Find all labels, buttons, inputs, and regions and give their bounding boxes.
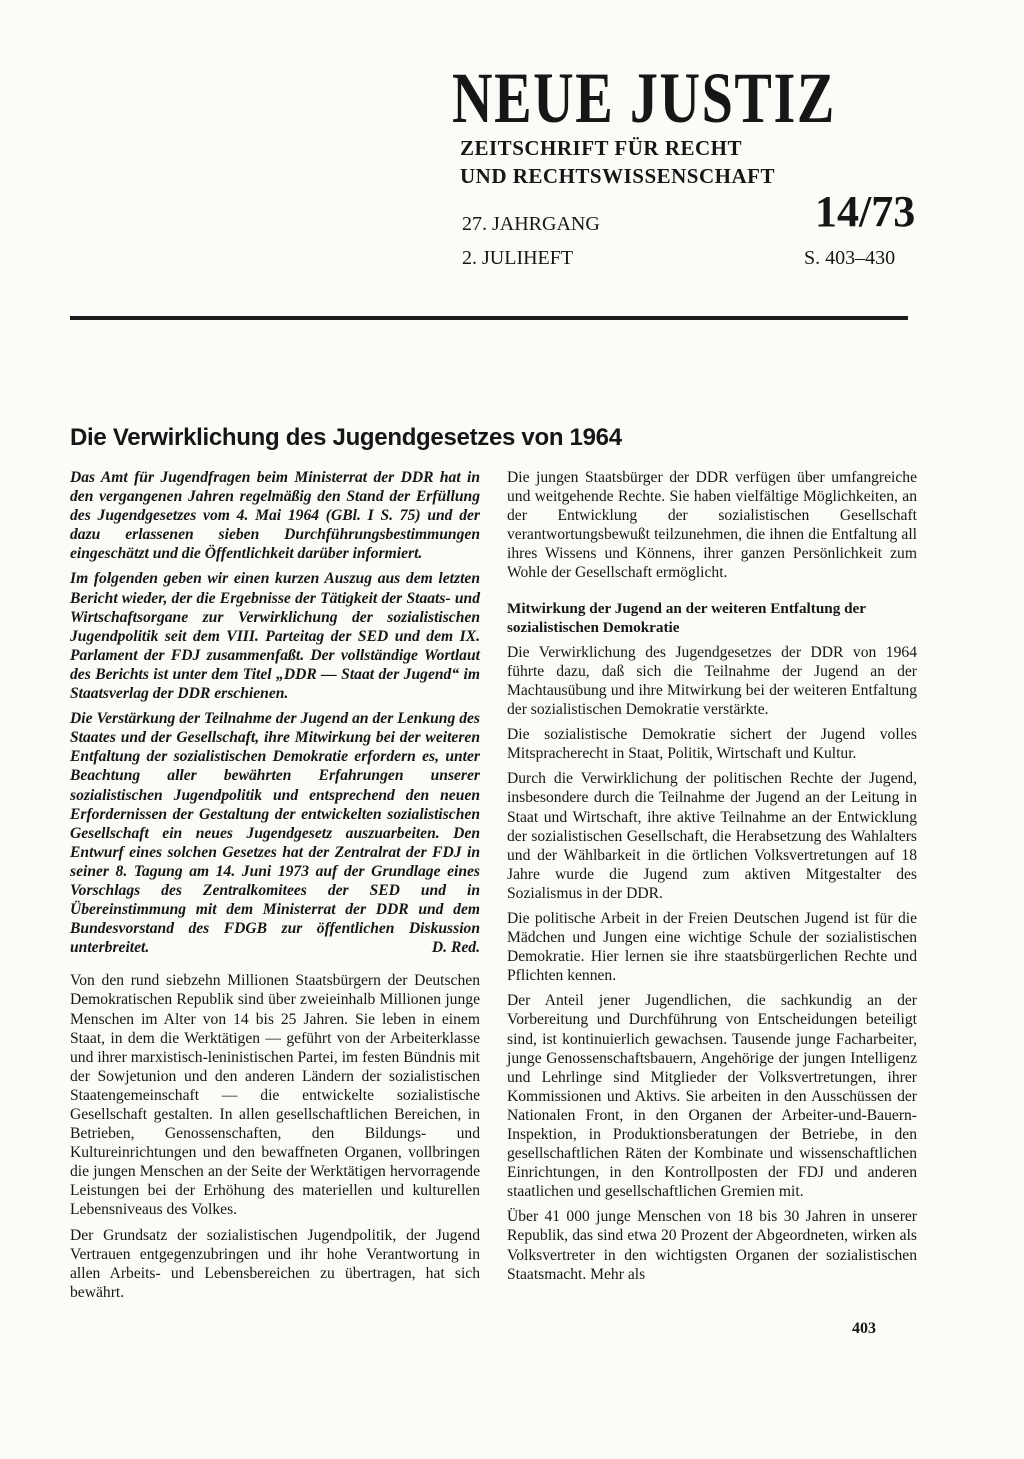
body-paragraph: Von den rund siebzehn Millionen Staatsbürgern der Deutschen Demokratischen Republik sind über zweieinhalb Millionen junge Menschen im Alter von 14 bis 25 Jahren. Sie leben in einem Staat, in dem die Werktätigen — geführt von der Arbeiterklasse und ihrer marxistisch-leninistischen Partei, im festen Bündnis mit der Sowjetunion und den anderen Ländern der sozialistischen Staatengemeinschaft — die entwickelte sozialistische Gesellschaft gestalten. In allen gesellschaftlichen Bereichen, in Betrieben, Genossenschaften, den Bildungs- und Kultureinrichtungen und den bewaffneten Organen, vollbringen die jungen Menschen an der Seite der Werktätigen hervorragende Leistungen bei der Erhöhung des materiellen und kulturellen Lebensniveaus des Volkes. bbox=[70, 972, 480, 1219]
intro-text: Die Verstärkung der Teilnahme der Jugend an der Lenkung des Staates und der Gesellschaft, ihre Mitwirkung bei der weiteren Entfaltung der sozialistischen Demokratie erfordern es, unter Beachtung aller bewährten Erfahrungen unserer sozialistischen Jugendpolitik und entsprechend den neuen Erfordernissen der Gestaltung der entwickelten sozialistischen Gesellschaft ein neues Jugendgesetz auszuarbeiten. Den Entwurf eines solchen Gesetzes hat der Zentralrat der FDJ in seiner 8. Tagung am 14. Juni 1973 auf der Grundlage eines Vorschlags des Zentralkomitees der SED und in Übereinstimmung mit dem Ministerrat der DDR und dem Bundesvorstand des FDGB zur öffentlichen Diskussion unterbreitet. bbox=[70, 710, 480, 957]
page-range: S. 403–430 bbox=[804, 247, 896, 269]
body-paragraph: Die jungen Staatsbürger der DDR verfügen über umfangreiche und weitgehende Rechte. Sie haben vielfältige Möglichkeiten, an der Entwicklung der sozialistischen Gesellschaft verantwortungsbewußt teilzunehmen, die ihnen die Entfaltung all ihres Wissens und Könnens, ihrer ganzen Persönlichkeit zum Wohle der Gesellschaft ermöglicht. bbox=[507, 469, 917, 582]
body-paragraph: Die politische Arbeit in der Freien Deutschen Jugend ist für die Mädchen und Jungen eine wichtige Schule der sozialistischen Demokratie. Hier lernen sie ihre staatsbürgerlichen Rechte und Pflichten kennen. bbox=[507, 909, 917, 985]
journal-subtitle-line1: ZEITSCHRIFT FÜR RECHT bbox=[460, 136, 743, 160]
volume-label: 27. JAHRGANG bbox=[462, 213, 600, 235]
editorial-signature: D. Red. bbox=[431, 939, 480, 957]
right-column bbox=[507, 468, 917, 1290]
issue-number: 14/73 bbox=[815, 187, 916, 236]
body-paragraph: Der Grundsatz der sozialistischen Jugendpolitik, der Jugend Vertrauen entgegenzubringen und ihr hohe Verantwortung in allen Arbeits- und Lebensbereichen zu übertragen, hat sich bewährt. bbox=[70, 1226, 480, 1301]
journal-title: NEUE JUSTIZ bbox=[452, 58, 836, 138]
section-heading: Mitwirkung der Jugend an der weiteren Entfaltung der sozialistischen Demokratie bbox=[507, 599, 866, 636]
editorial-intro bbox=[70, 468, 480, 957]
intro-paragraph: Im folgenden geben wir einen kurzen Auszug aus dem letzten Bericht wieder, der die Ergebnisse der Tätigkeit der Staats- und Wirtschaftsorgane zur Verwirklichung der sozialistischen Jugendpolitik seit dem VIII. Parteitag der SED und dem IX. Parlament der FDJ zusammenfaßt. Der vollständige Wortlaut des Berichts ist unter dem Titel „DDR — Staat der Jugend“ im Staatsverlag der DDR erschienen. bbox=[70, 570, 480, 703]
intro-paragraph bbox=[70, 709, 480, 957]
header-divider bbox=[70, 316, 908, 320]
page-number: 403 bbox=[852, 1320, 876, 1337]
body-paragraph: Die sozialistische Demokratie sichert der Jugend volles Mitspracherecht in Staat, Politik, Wirtschaft und Kultur. bbox=[507, 726, 917, 763]
body-paragraph: Über 41 000 junge Menschen von 18 bis 30 Jahren in unserer Republik, das sind etwa 20 Prozent der Abgeordneten, wirken als Volksvertreter in den wichtigsten Organen der sozialistischen Staatsmacht. Mehr als bbox=[507, 1208, 917, 1283]
body-paragraph: Durch die Verwirklichung der politischen Rechte der Jugend, insbesondere durch die Teilnahme der Jugend an der Leitung in Staat und Wirtschaft, ihre aktive Teilnahme an der Entwicklung der sozialistischen Gesellschaft, die Herabsetzung des Wahlalters und der Wählbarkeit in die örtlichen Volksvertretungen auf 18 Jahre wurde die Jugend zum aktiven Mitgestalter des Sozialismus in der DDR. bbox=[507, 770, 917, 902]
body-paragraph: Die Verwirklichung des Jugendgesetzes der DDR von 1964 führte dazu, daß sich die Teilnahme der Jugend an der Machtausübung und ihre Mitwirkung bei der weiteren Entfaltung der sozialistischen Demokratie verstärkte. bbox=[507, 643, 917, 719]
left-body bbox=[70, 971, 480, 1302]
issue-label: 2. JULIHEFT bbox=[462, 247, 574, 269]
body-paragraph: Der Anteil jener Jugendlichen, die sachkundig an der Vorbereitung und Durchführung von Entscheidungen beteiligt sind, ist kontinuierlich gewachsen. Tausende junge Facharbeiter, junge Genossenschaftsbauern, Angehörige der jungen Intelligenz und Lehrlinge sind Mitglieder der Volksvertretungen, ihrer Kommissionen und Aktivs. Sie arbeiten in den Ausschüssen der Nationalen Front, in den Organen der Arbeiter-und-Bauern-Inspektion, in Produktionsberatungen der Betriebe, in den gesellschaftlichen Räten der Kombinate und wissenschaftlichen Einrichtungen, in den Kontrollposten der FDJ und anderen staatlichen und gesellschaftlichen Gremien mit. bbox=[507, 992, 917, 1201]
left-column bbox=[70, 468, 480, 1308]
intro-paragraph: Das Amt für Jugendfragen beim Ministerrat der DDR hat in den vergangenen Jahren regelmäßig den Stand der Erfüllung des Jugendgesetzes vom 4. Mai 1964 (GBl. I S. 75) und der dazu erlassenen sieben Durchführungsbestimmungen eingeschätzt und die Öffentlichkeit darüber informiert. bbox=[70, 469, 480, 563]
journal-subtitle-line2: UND RECHTSWISSENSCHAFT bbox=[460, 164, 775, 188]
article-title: Die Verwirklichung des Jugendgesetzes von 1964 bbox=[70, 424, 622, 451]
